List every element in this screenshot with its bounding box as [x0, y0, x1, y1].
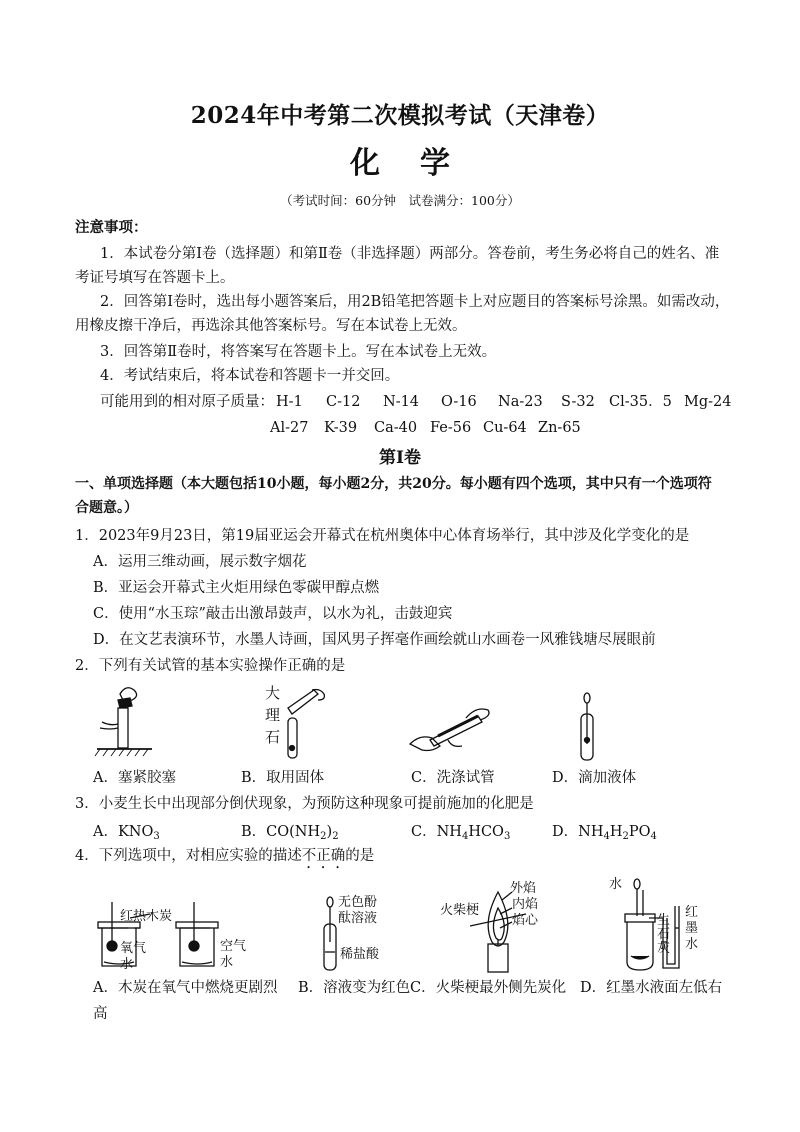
q1-option-a: A．运用三维动画，展示数字烟花 [93, 554, 307, 570]
section-heading-a: 一、单项选择题（本大题包括10小题，每小题2分，共20分。每小题有四个选项，其中只有一个选项符 [75, 476, 712, 492]
q2-option-b: B．取用固体 [241, 770, 325, 786]
atom-mass: S-32 [561, 394, 595, 410]
label-quicklime-2: 石 [657, 926, 671, 941]
label-quicklime-3: 灰 [657, 940, 671, 955]
atom-mass: Cl-35．5 [609, 394, 672, 410]
atom-mass: Mg-24 [684, 394, 732, 410]
exam-meta: （考试时间：60分钟 试卷满分：100分） [280, 193, 520, 208]
figure-quicklime-utube [605, 876, 705, 974]
label-outer-flame: 外焰 [510, 880, 537, 895]
q4-option-b: B．溶液变为红色 [298, 980, 411, 996]
q3-stem: 3．小麦生长中出现部分倒伏现象，为预防这种现象可提前施加的化肥是 [75, 796, 534, 812]
label-red-ink-2: 墨 [685, 920, 699, 935]
label-marble-3: 石 [265, 730, 281, 746]
notice-item-2a: 2．回答第Ⅰ卷时，选出每小题答案后，用2B铅笔把答题卡上对应题目的答案标号涂黑。如需改动， [100, 294, 730, 310]
atom-mass: O-16 [441, 394, 477, 410]
atom-mass: H-1 [276, 394, 303, 410]
notice-item-1b: 考证号填写在答题卡上。 [75, 270, 235, 286]
q1-option-c: C．使用“水玉琮”敲击出激昂鼓声，以水为礼，击鼓迎宾 [93, 606, 453, 622]
label-water-d: 水 [609, 876, 623, 891]
q4-option-a-cont: 高 [93, 1006, 108, 1022]
section-heading-b: 合题意。） [75, 500, 138, 516]
label-air: 空气 [220, 938, 247, 953]
q3-option-a: A．$KNO_3$ [93, 824, 160, 842]
q4-option-a: A．木炭在氧气中燃烧更剧烈 [93, 980, 278, 996]
exam-title: 2024年中考第二次模拟考试（天津卷） [190, 102, 610, 129]
figure-wash-tube [408, 700, 493, 762]
label-red-ink-1: 红 [685, 904, 699, 919]
q3-option-d: D．$NH_4H_2PO_4$ [552, 824, 657, 842]
label-red-ink-3: 水 [685, 936, 699, 951]
atom-mass: Ca-40 [374, 420, 418, 436]
q4-option-c: C．火柴梗最外侧先炭化 [410, 980, 567, 996]
q3-option-b: B．$CO(NH_2)_2$ [241, 824, 339, 842]
label-inner-flame: 内焰 [512, 896, 539, 911]
part1-heading: 第Ⅰ卷 [379, 448, 421, 468]
atom-mass: Zn-65 [538, 420, 581, 436]
atom-mass: C-12 [326, 394, 361, 410]
figure-add-solid [262, 684, 332, 762]
q4-option-d: D．红墨水液面左低右 [580, 980, 723, 996]
q1-stem: 1．2023年9月23日，第19届亚运会开幕式在杭州奥体中心体育场举行，其中涉及化学变化的是 [75, 528, 690, 544]
q2-option-a: A．塞紧胶塞 [93, 770, 176, 786]
notice-item-4: 4．考试结束后，将本试卷和答题卡一并交回。 [100, 368, 400, 384]
figure-stopper-insertion [92, 682, 162, 762]
figure-phenolphthalein [318, 894, 388, 974]
notice-item-2b: 用橡皮擦干净后，再选涂其他答案标号。写在本试卷上无效。 [75, 318, 467, 334]
label-phenol-2: 酞溶液 [338, 910, 378, 925]
figure-candle-flame [440, 878, 560, 974]
atom-mass: Na-23 [498, 394, 543, 410]
label-dilute-hcl: 稀盐酸 [340, 946, 380, 961]
notice-item-1a: 1．本试卷分第Ⅰ卷（选择题）和第Ⅱ卷（非选择题）两部分。答卷前，考生务必将自己的姓名、准 [100, 246, 720, 262]
label-red-charcoal: 红热木炭 [120, 908, 173, 923]
figure-dropper [570, 692, 610, 762]
atom-mass: Cu-64 [483, 420, 527, 436]
notice-item-3: 3．回答第Ⅱ卷时，将答案写在答题卡上。写在本试卷上无效。 [100, 344, 497, 360]
subject-title: 化学 [350, 146, 490, 181]
q3-option-c: C．$NH_4HCO_3$ [411, 824, 511, 842]
label-phenol-1: 无色酚 [338, 894, 378, 909]
notice-heading: 注意事项： [75, 219, 148, 236]
emphasis-not-correct: 不正确 [301, 848, 346, 864]
atom-mass: Al-27 [270, 420, 309, 436]
q2-stem: 2．下列有关试管的基本实验操作正确的是 [75, 658, 346, 674]
label-quicklime-1: 生 [657, 912, 671, 927]
atom-mass: N-14 [383, 394, 420, 410]
label-water-2: 水 [220, 954, 234, 969]
label-water: 水 [120, 956, 134, 971]
label-matchstick: 火柴梗 [440, 902, 480, 917]
atom-mass: K-39 [324, 420, 358, 436]
q2-option-d: D．滴加液体 [552, 770, 637, 786]
label-flame-core: 焰心 [512, 912, 539, 927]
label-marble-1: 大 [265, 686, 281, 702]
q4-stem: 4．下列选项中，对相应实验的描述不正确的是 [75, 848, 375, 864]
label-marble-2: 理 [265, 708, 281, 724]
atom-mass: Fe-56 [430, 420, 472, 436]
atomic-mass-label: 可能用到的相对原子质量： [100, 394, 274, 410]
q1-option-b: B．亚运会开幕式主火炬用绿色零碳甲醇点燃 [93, 580, 380, 596]
q1-option-d: D．在文艺表演环节，水墨人诗画，国风男子挥毫作画绘就山水画卷一风雅钱塘尽展眼前 [93, 632, 656, 648]
q2-option-c: C．洗涤试管 [411, 770, 495, 786]
label-oxygen: 氧气 [120, 940, 147, 955]
figure-charcoal-combustion [90, 898, 260, 973]
